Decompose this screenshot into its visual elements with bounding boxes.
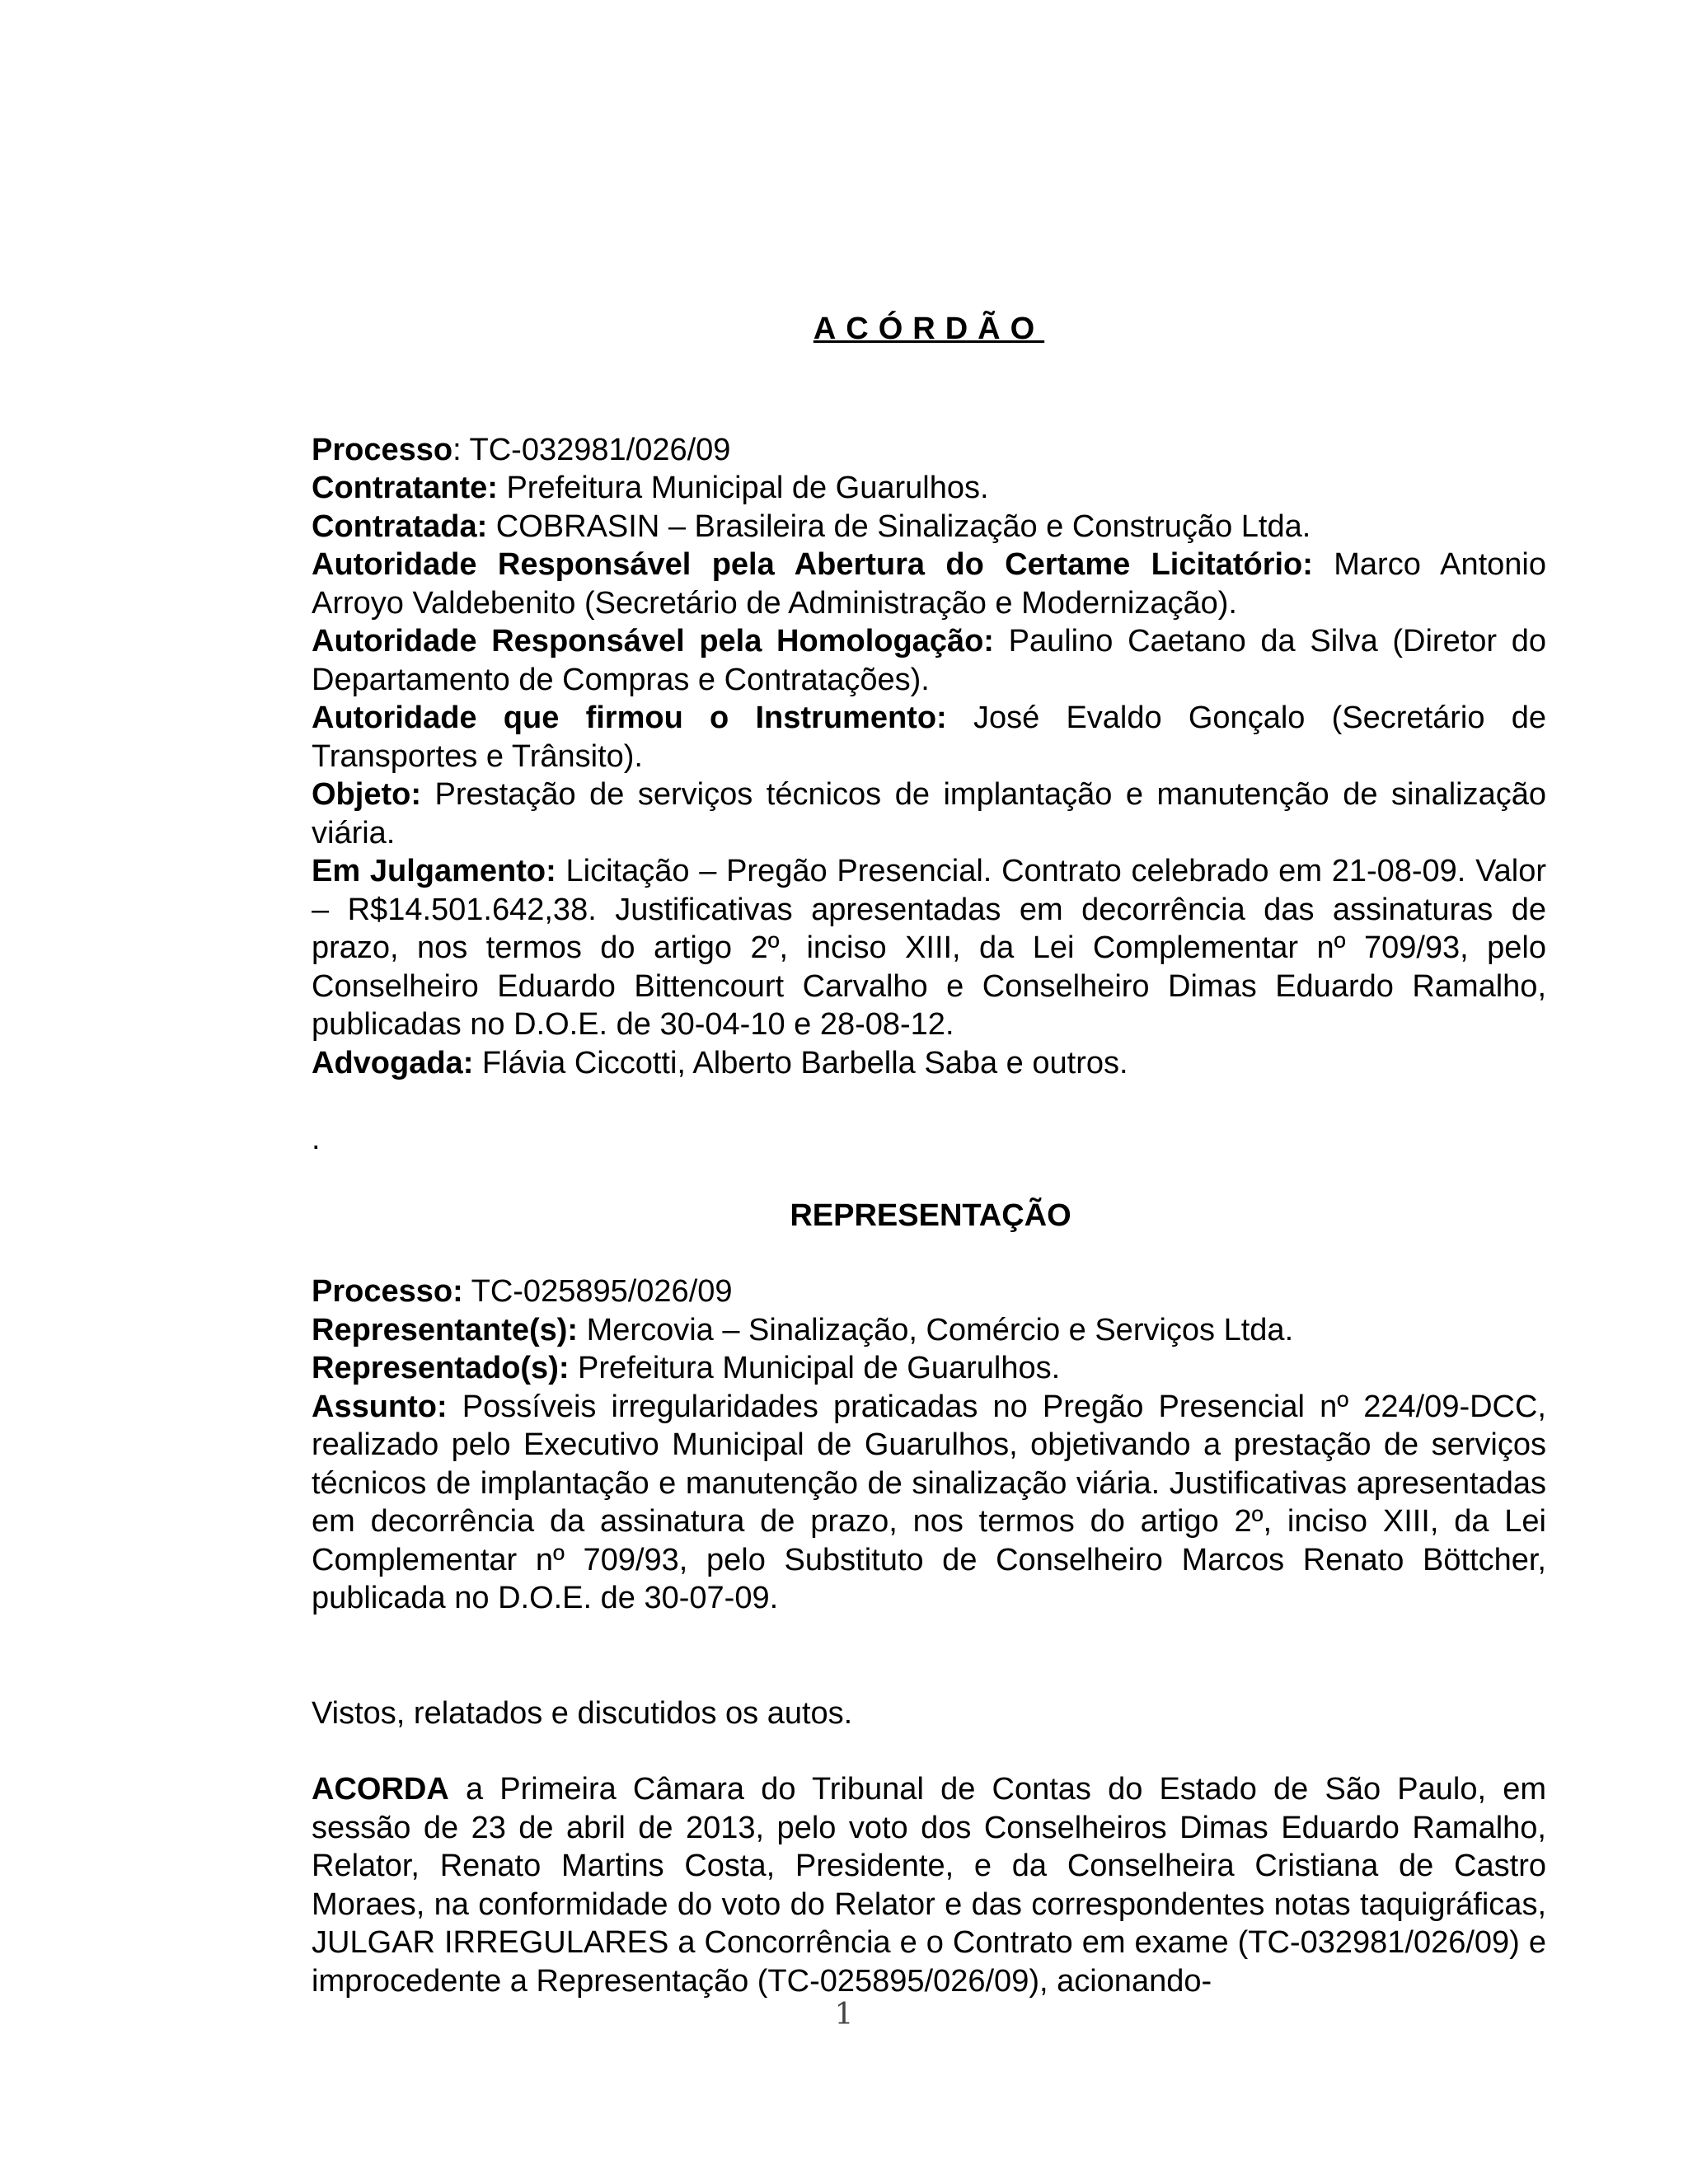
field-value: Flávia Ciccotti, Alberto Barbella Saba e outros. xyxy=(473,1045,1128,1080)
field-autoridade-homologacao xyxy=(312,622,1546,699)
field-label: Autoridade Responsável pela Homologação: xyxy=(312,624,994,658)
field-autoridade-abertura xyxy=(312,546,1546,622)
field-label: Processo: xyxy=(312,1274,463,1309)
field-label: Autoridade Responsável pela Abertura do Certame Licitatório: xyxy=(312,547,1313,582)
field-representado xyxy=(312,1349,1546,1388)
field-value: Prefeitura Municipal de Guarulhos. xyxy=(497,471,989,505)
separator-dot: . xyxy=(312,1122,321,1156)
field-label: Em Julgamento: xyxy=(312,854,556,888)
field-label: Autoridade que firmou o Instrumento: xyxy=(312,701,947,735)
acorda-text: a Primeira Câmara do Tribunal de Contas do Estado de São Paulo, em sessão de 23 de abril de 2013, pelo voto dos Conselheiros Dimas Eduardo Ramalho, Relator, Renato Martins Costa, Presidente, e da Conselheira Cristiana de Castro Moraes, na conformidade do voto do Relator e das correspondentes notas taquigráficas, JULGAR IRREGULARES a Concorrência e o Contrato em exame (TC-032981/026/09) e improcedente a Representação (TC-025895/026/09), acionando- xyxy=(312,1772,1546,1999)
acorda-paragraph xyxy=(312,1770,1546,2000)
field-processo xyxy=(312,431,1546,470)
field-value: Prefeitura Municipal de Guarulhos. xyxy=(569,1351,1061,1385)
field-label: Contratante: xyxy=(312,471,498,505)
vistos-paragraph: Vistos, relatados e discutidos os autos. xyxy=(312,1695,853,1731)
field-advogada xyxy=(312,1044,1546,1083)
page-number: 1 xyxy=(834,1998,854,2032)
field-value: Mercovia – Sinalização, Comércio e Serviços Ltda. xyxy=(578,1312,1294,1347)
field-contratante xyxy=(312,469,1546,508)
field-value: Paulino Caetano da Silva (Diretor do Departamento de Compras e Contratações). xyxy=(312,624,1546,697)
field-label: Advogada: xyxy=(312,1045,474,1080)
field-value: TC-025895/026/09 xyxy=(462,1274,733,1309)
field-label: Processo xyxy=(312,432,453,467)
field-label: Contratada: xyxy=(312,509,488,544)
field-value: Licitação – Pregão Presencial. Contrato celebrado em 21-08-09. Valor – R$14.501.642,38. Justificativas apresentadas em decorrência das assinaturas de prazo, nos termos do artigo 2º, inciso XIII, da Lei Complementar nº 709/93, pelo Conselheiro Eduardo Bittencourt Carvalho e Conselheiro Dimas Eduardo Ramalho, publicadas no D.O.E. de 30-04-10 e 28-08-12. xyxy=(312,854,1546,1042)
field-value: Possíveis irregularidades praticadas no Pregão Presencial nº 224/09-DCC, realizado pelo Executivo Municipal de Guarulhos, objetivando a prestação de serviços técnicos de implantação e manutenção de sinalização viária. Justificativas apresentadas em decorrência da assinatura de prazo, nos termos do artigo 2º, inciso XIII, da Lei Complementar nº 709/93, pelo Substituto de Conselheiro Marcos Renato Böttcher, publicada no D.O.E. de 30-07-09. xyxy=(312,1389,1546,1615)
field-em-julgamento xyxy=(312,852,1546,1044)
field-value: Prestação de serviços técnicos de implantação e manutenção de sinalização viária. xyxy=(312,777,1546,851)
field-label: Representado(s): xyxy=(312,1351,570,1385)
field-contratada xyxy=(312,508,1546,546)
acorda-label: ACORDA xyxy=(312,1772,449,1807)
field-label: Representante(s): xyxy=(312,1312,579,1347)
document-body xyxy=(312,310,1546,2000)
field-value: COBRASIN – Brasileira de Sinalização e Construção Ltda. xyxy=(487,509,1311,544)
field-value: José Evaldo Gonçalo (Secretário de Transportes e Trânsito). xyxy=(312,701,1546,774)
field-assunto xyxy=(312,1388,1546,1618)
document-title: ACÓRDÃO xyxy=(813,312,1045,346)
field-rep-processo xyxy=(312,1272,1546,1311)
field-label: Assunto: xyxy=(312,1389,448,1424)
section-title-representacao: REPRESENTAÇÃO xyxy=(790,1197,1071,1233)
field-objeto xyxy=(312,776,1546,852)
field-value: Marco Antonio Arroyo Valdebenito (Secretário de Administração e Modernização). xyxy=(312,547,1546,621)
field-representante xyxy=(312,1311,1546,1350)
field-label: Objeto: xyxy=(312,777,421,812)
field-value: : TC-032981/026/09 xyxy=(452,432,731,467)
field-autoridade-instrumento xyxy=(312,699,1546,776)
